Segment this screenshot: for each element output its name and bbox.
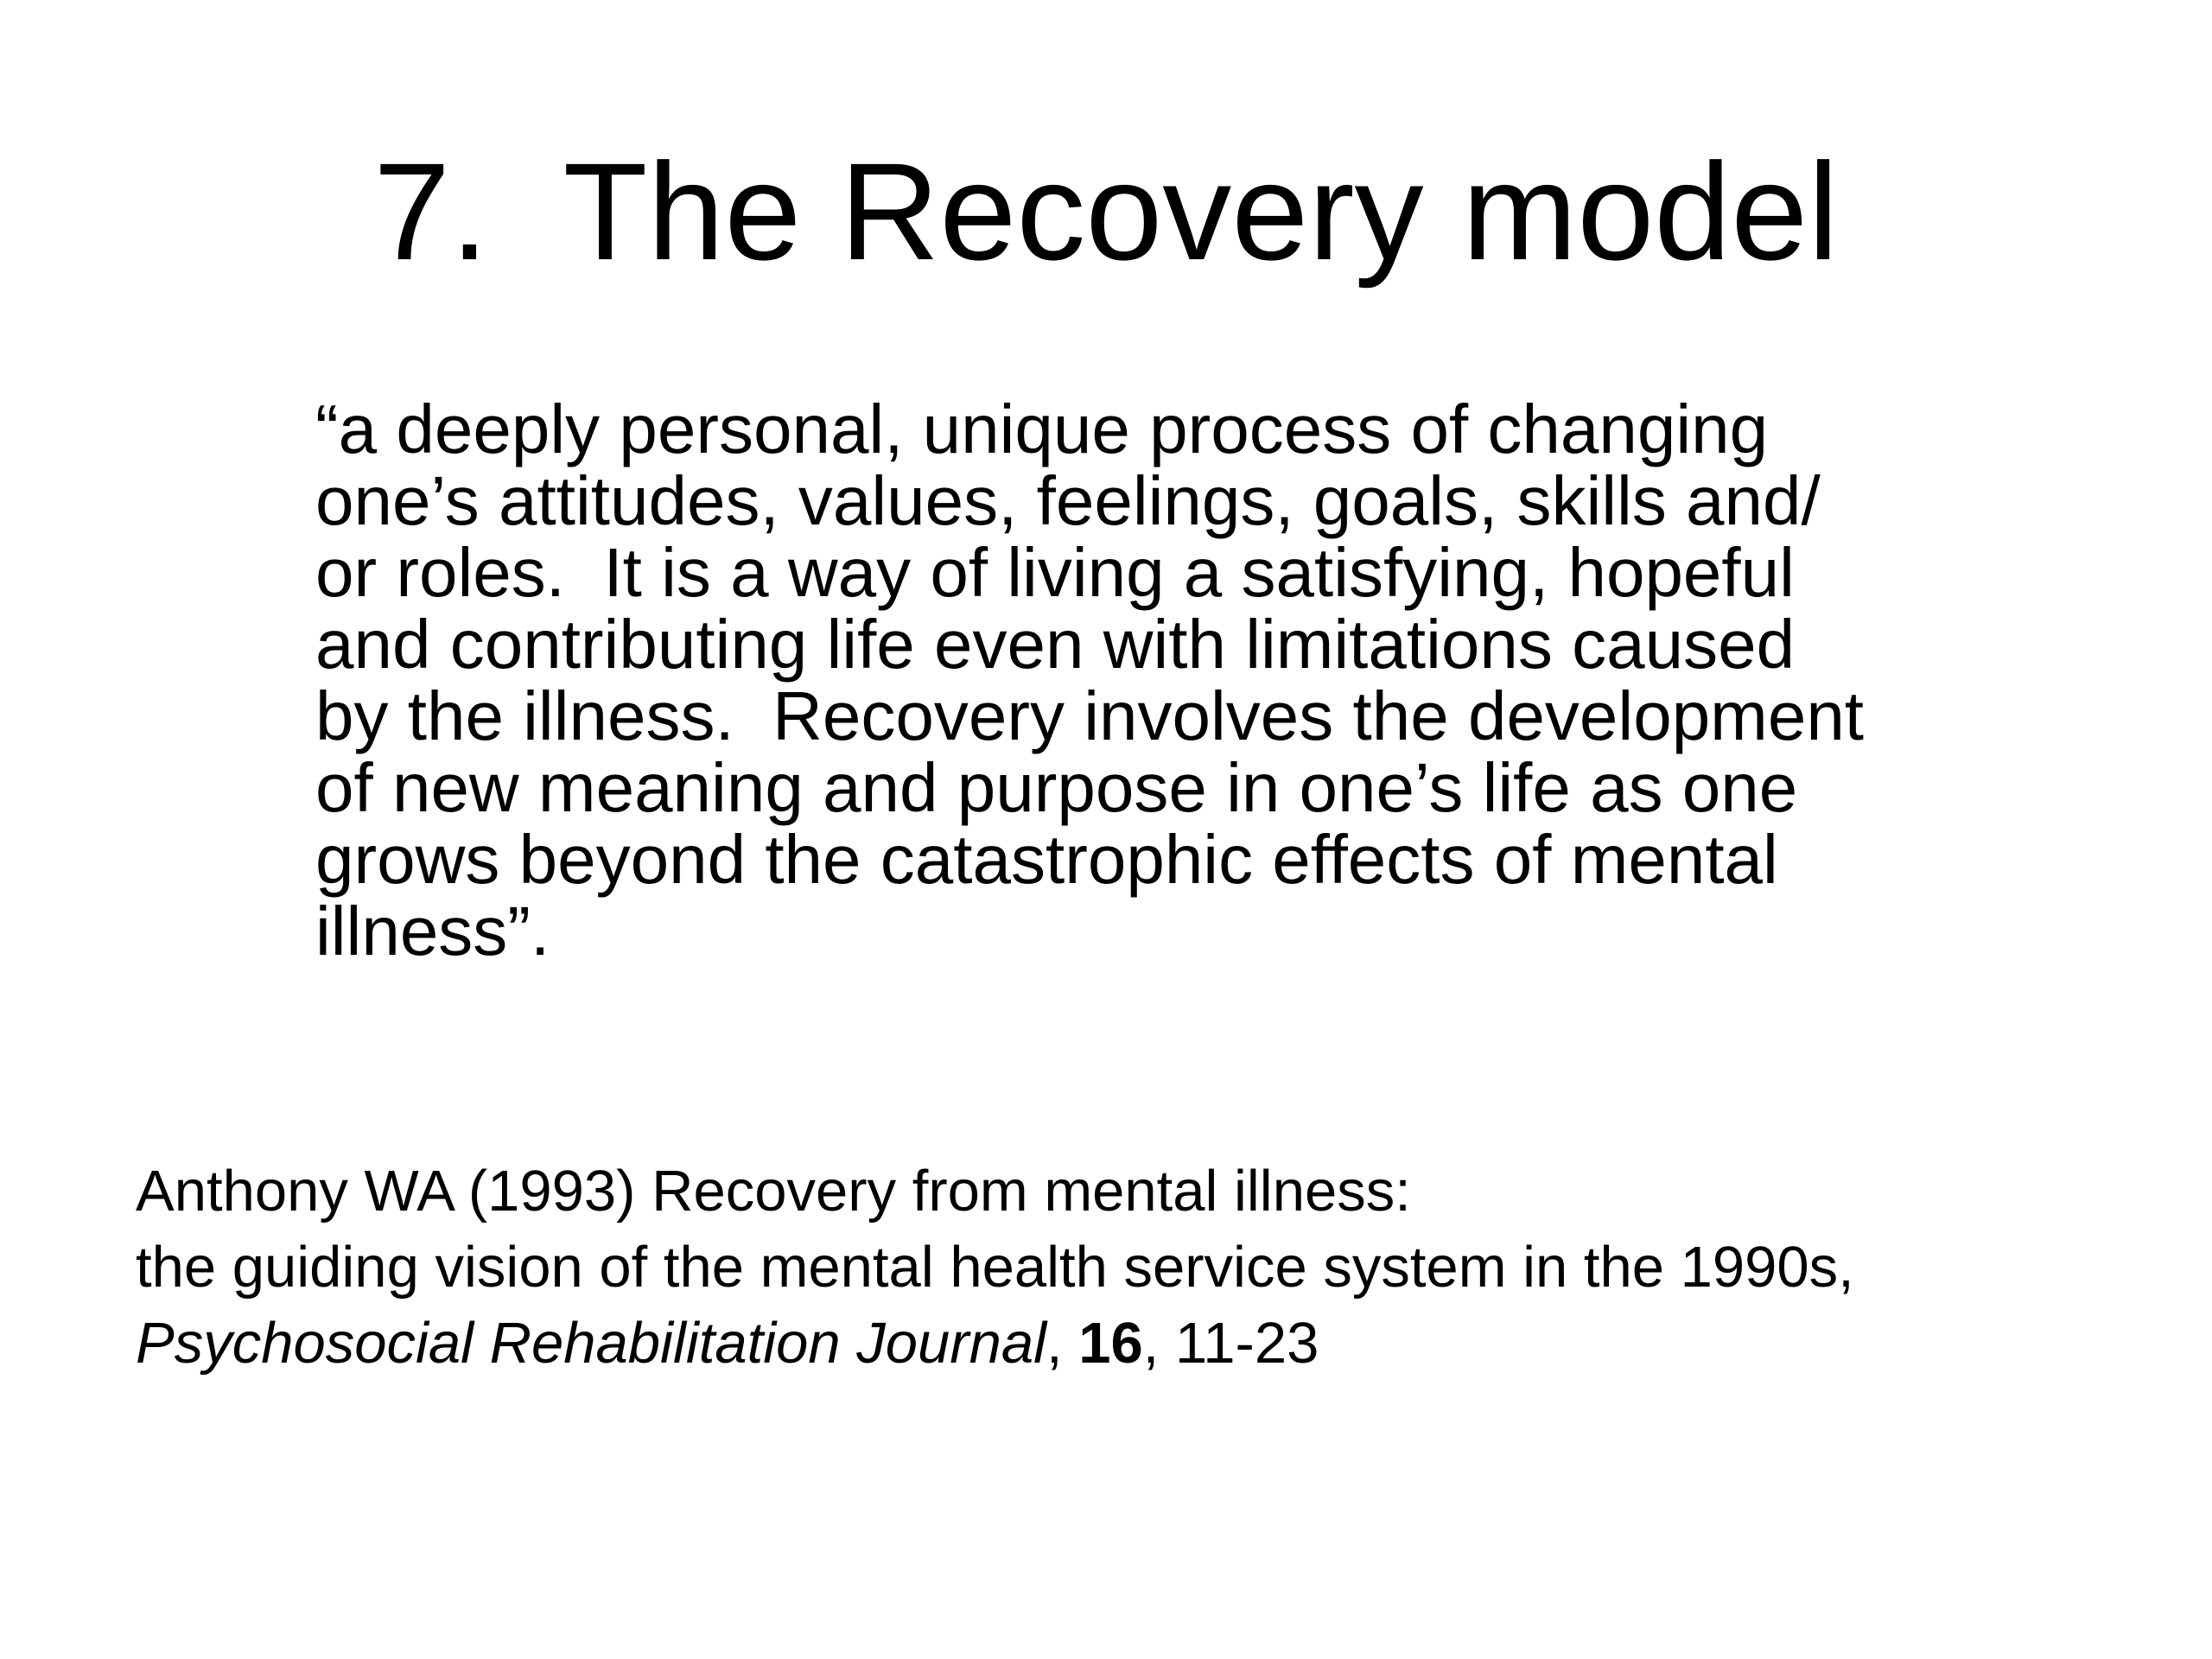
recovery-definition-quote	[315, 393, 2044, 967]
quote-line: illness”.	[315, 893, 550, 969]
citation-journal: Psychosocial Rehabilitation Journal	[136, 1311, 1046, 1376]
citation-source	[136, 1306, 2123, 1382]
slide-title: 7. The Recovery model	[373, 134, 1839, 289]
citation-pages: 11-23	[1174, 1311, 1319, 1376]
citation-author-title: Anthony WA (1993) Recovery from mental illness:	[136, 1159, 1411, 1224]
citation-subtitle: the guiding vision of the mental health service system in the 1990s,	[136, 1235, 1854, 1300]
quote-line: “a deeply personal, unique process of changing	[315, 391, 1769, 467]
quote-line: of new meaning and purpose in one’s life as one	[315, 749, 1798, 826]
quote-line: grows beyond the catastrophic effects of mental	[315, 821, 1778, 898]
citation	[136, 1154, 2123, 1382]
quote-line: and contributing life even with limitations caused	[315, 606, 1796, 683]
quote-line: one’s attitudes, values, feelings, goals, skills and/	[315, 462, 1821, 539]
citation-volume: 16	[1078, 1311, 1143, 1376]
citation-separator: ,	[1142, 1311, 1175, 1376]
quote-line: or roles. It is a way of living a satisfying, hopeful	[315, 534, 1795, 611]
citation-separator: ,	[1046, 1311, 1079, 1376]
quote-line: by the illness. Recovery involves the development	[315, 677, 1865, 754]
